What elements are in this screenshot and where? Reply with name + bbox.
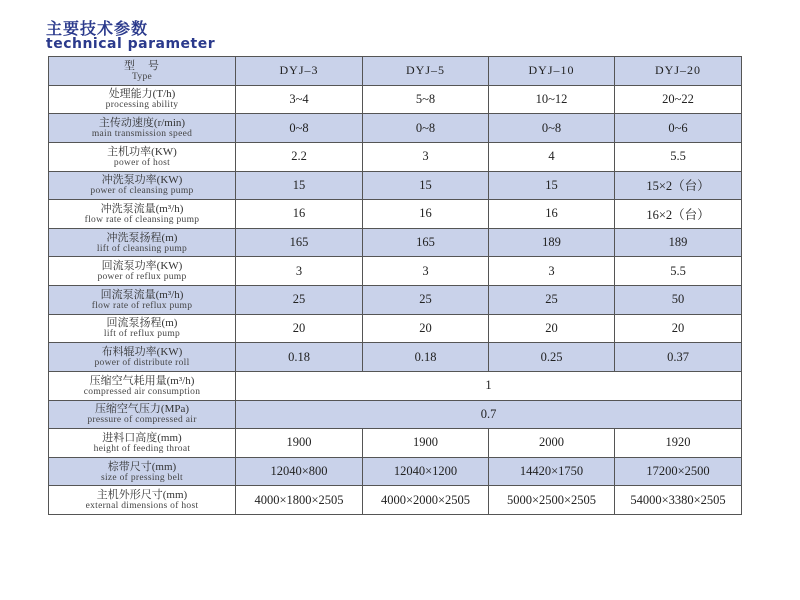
label-en: power of reflux pump [97,272,187,283]
value-cell: 3~4 [236,85,363,114]
label-cn: 主机外形尺寸(mm) [96,489,188,502]
label-en: Type [131,71,153,82]
label-cn: 压缩空气压力(MPa) [94,403,190,416]
label-cn: 棕带尺寸(mm) [107,460,177,473]
value-cell: 16×2（台） [615,200,742,229]
row-label [49,57,236,86]
label-en: lift of reflux pump [103,329,181,340]
label-en: power of distribute roll [94,358,190,369]
value-cell: 25 [236,286,363,315]
page-title-cn: 主要技术参数 [46,19,149,38]
value-cell: 2000 [489,429,615,458]
value-cell: 50 [615,286,742,315]
row-label [49,114,236,143]
value-cell: 0~8 [236,114,363,143]
label-cn: 冲洗泵流量(m³/h) [100,202,184,215]
value-cell: 4 [489,142,615,171]
value-cell: 20 [615,314,742,343]
table-row [49,85,742,114]
label-cn: 冲洗泵功率(KW) [101,174,183,187]
table-row [49,142,742,171]
value-cell: 54000×3380×2505 [615,486,742,515]
row-label [49,457,236,486]
label-cn: 主机功率(KW) [107,145,177,158]
label-en: processing ability [105,100,179,111]
table-row [49,114,742,143]
value-cell: 5~8 [363,85,489,114]
table-row [49,228,742,257]
value-cell: 5.5 [615,257,742,286]
model-cell: DYJ–3 [236,57,363,86]
value-cell: 16 [489,200,615,229]
row-label [49,85,236,114]
value-cell: 5000×2500×2505 [489,486,615,515]
row-label [49,400,236,429]
value-cell: 3 [363,257,489,286]
table-row [49,343,742,372]
label-cn: 回流泵流量(m³/h) [100,288,184,301]
value-cell: 12040×800 [236,457,363,486]
label-en: external dimensions of host [85,501,199,512]
table-row [49,371,742,400]
page-title-en: technical parameter [46,36,216,52]
label-en: main transmission speed [91,129,193,140]
value-cell: 0.25 [489,343,615,372]
value-cell: 1900 [363,429,489,458]
value-cell: 15 [489,171,615,200]
value-cell: 1900 [236,429,363,458]
label-en: lift of cleansing pump [96,243,188,254]
value-cell: 1920 [615,429,742,458]
value-cell: 165 [363,228,489,257]
row-label [49,343,236,372]
value-cell: 5.5 [615,142,742,171]
value-cell: 20 [489,314,615,343]
value-cell: 14420×1750 [489,457,615,486]
value-cell: 20 [363,314,489,343]
value-cell: 16 [236,200,363,229]
value-cell: 3 [489,257,615,286]
value-cell: 15 [236,171,363,200]
merged-value-cell: 1 [236,371,742,400]
row-label [49,429,236,458]
row-label [49,228,236,257]
table-row [49,314,742,343]
table-row [49,429,742,458]
value-cell: 20 [236,314,363,343]
value-cell: 16 [363,200,489,229]
table-row [49,257,742,286]
label-en: compressed air consumption [83,386,201,397]
value-cell: 0~8 [489,114,615,143]
model-cell: DYJ–5 [363,57,489,86]
row-label [49,257,236,286]
row-label [49,286,236,315]
header-row [49,57,742,86]
table-row [49,457,742,486]
value-cell: 0~6 [615,114,742,143]
value-cell: 25 [489,286,615,315]
technical-parameter-table [48,56,742,515]
label-en: height of feeding throat [93,443,191,454]
label-en: power of host [113,157,171,168]
table-row [49,286,742,315]
value-cell: 165 [236,228,363,257]
label-cn: 回流泵扬程(m) [106,317,178,330]
table-row [49,171,742,200]
table-row [49,200,742,229]
label-en: power of cleansing pump [90,186,194,197]
label-en: size of pressing belt [100,472,184,483]
label-en: flow rate of reflux pump [91,300,193,311]
value-cell: 3 [236,257,363,286]
value-cell: 3 [363,142,489,171]
value-cell: 189 [615,228,742,257]
value-cell: 0.18 [363,343,489,372]
model-cell: DYJ–10 [489,57,615,86]
label-cn: 型 号 [124,59,160,72]
value-cell: 20~22 [615,85,742,114]
value-cell: 0~8 [363,114,489,143]
label-cn: 回流泵功率(KW) [101,260,183,273]
value-cell: 15×2（台） [615,171,742,200]
label-cn: 压缩空气耗用量(m³/h) [89,374,195,387]
table-row [49,486,742,515]
value-cell: 4000×1800×2505 [236,486,363,515]
label-cn: 布料辊功率(KW) [101,346,183,359]
label-en: pressure of compressed air [87,415,197,426]
row-label [49,371,236,400]
value-cell: 17200×2500 [615,457,742,486]
value-cell: 15 [363,171,489,200]
label-cn: 进料口高度(mm) [102,431,182,444]
value-cell: 189 [489,228,615,257]
value-cell: 0.18 [236,343,363,372]
value-cell: 25 [363,286,489,315]
value-cell: 12040×1200 [363,457,489,486]
row-label [49,486,236,515]
row-label [49,142,236,171]
row-label [49,314,236,343]
model-cell: DYJ–20 [615,57,742,86]
label-en: flow rate of cleansing pump [84,214,200,225]
label-cn: 冲洗泵扬程(m) [106,231,178,244]
value-cell: 10~12 [489,85,615,114]
value-cell: 4000×2000×2505 [363,486,489,515]
merged-value-cell: 0.7 [236,400,742,429]
value-cell: 0.37 [615,343,742,372]
label-cn: 主传动速度(r/min) [98,117,186,130]
row-label [49,171,236,200]
row-label [49,200,236,229]
value-cell: 2.2 [236,142,363,171]
label-cn: 处理能力(T/h) [108,88,176,101]
table-row [49,400,742,429]
